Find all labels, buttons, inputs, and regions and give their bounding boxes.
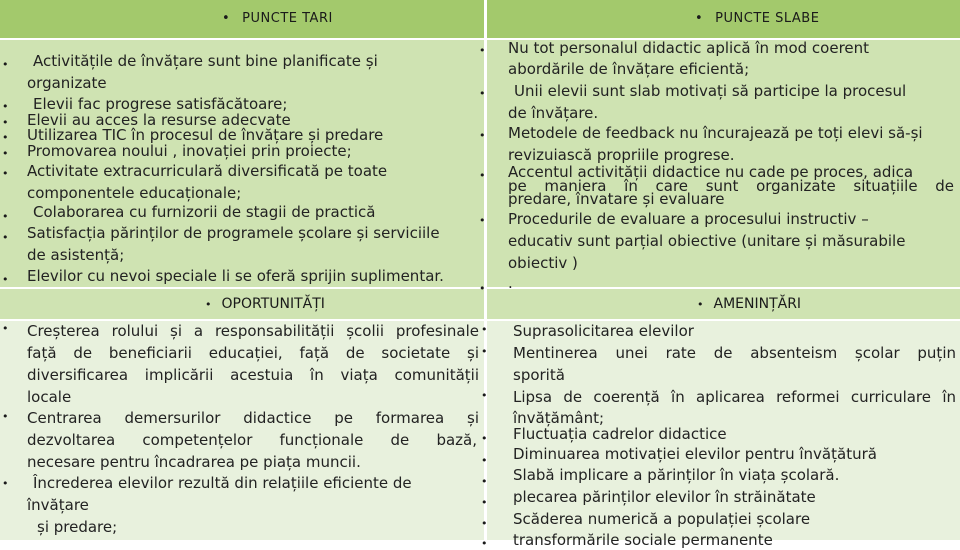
list-item: diversificarea implicării acestuia în viața comunității bbox=[27, 366, 479, 384]
list-item: Accentul activității didactice nu cade pe proces, adica bbox=[508, 163, 914, 181]
list-item: Scăderea numerică a populației școlare bbox=[513, 510, 811, 528]
list-bullet: • bbox=[481, 323, 488, 336]
list-bullet: • bbox=[479, 282, 486, 295]
list-bullet: • bbox=[2, 116, 9, 129]
list-item: Elevilor cu nevoi speciale li se oferă sprijin suplimentar. bbox=[27, 267, 444, 285]
list-bullet: • bbox=[2, 147, 9, 160]
list-item: locale bbox=[27, 388, 72, 406]
list-item: necesare pentru încadrarea pe piața muncii. bbox=[27, 453, 361, 471]
list-bullet: • bbox=[2, 58, 9, 71]
list-item: transformările sociale permanente bbox=[513, 531, 773, 549]
list-item: Colaborarea cu furnizorii de stagii de practică bbox=[33, 203, 376, 221]
threats-heading: • AMENINȚĂRI bbox=[697, 296, 802, 312]
list-item: Mentinerea unei rate de absenteism școlar puțin bbox=[513, 344, 956, 362]
list-item: Activitățile de învățare sunt bine planificate și bbox=[33, 52, 378, 70]
list-bullet: • bbox=[2, 322, 9, 335]
list-item: Centrarea demersurilor didactice pe formarea și bbox=[27, 409, 479, 427]
list-bullet: • bbox=[2, 231, 9, 244]
list-item: Suprasolicitarea elevilor bbox=[513, 322, 694, 340]
opportunities-heading: • OPORTUNITĂȚI bbox=[205, 296, 325, 312]
list-bullet: • bbox=[479, 87, 486, 100]
list-item: plecarea părinților elevilor în străinătate bbox=[513, 488, 816, 506]
list-bullet: • bbox=[481, 517, 488, 530]
list-bullet: • bbox=[481, 345, 488, 358]
list-item: învățământ; bbox=[513, 409, 605, 427]
list-item: față de beneficiarii educației, față de societate și bbox=[27, 344, 479, 362]
list-bullet: • bbox=[2, 131, 9, 144]
list-item: Elevii au acces la resurse adecvate bbox=[27, 111, 291, 129]
list-item: Diminuarea motivației elevilor pentru învățătură bbox=[513, 445, 877, 463]
list-bullet: • bbox=[2, 167, 9, 180]
list-item: Utilizarea TIC în procesul de învățare și predare bbox=[27, 126, 384, 144]
list-bullet: • bbox=[2, 273, 9, 286]
list-item: predare, învatare și evaluare bbox=[508, 190, 725, 208]
list-item: obiectiv ) bbox=[508, 254, 578, 272]
list-item: pe maniera în care sunt organizate situațiile de bbox=[508, 177, 954, 195]
list-item: de învățare. bbox=[508, 104, 599, 122]
list-item: Elevii fac progrese satisfăcătoare; bbox=[33, 95, 288, 113]
list-item: Slabă implicare a părinților în viața școlară. bbox=[513, 466, 840, 484]
list-bullet: • bbox=[481, 432, 488, 445]
list-bullet: • bbox=[481, 496, 488, 509]
list-item: Lipsa de coerență în aplicarea reformei curriculare în bbox=[513, 388, 956, 406]
weaknesses-heading: • PUNCTE SLABE bbox=[695, 11, 820, 26]
list-item: și predare; bbox=[37, 518, 118, 536]
list-item: Metodele de feedback nu încurajează pe toți elevi să-și bbox=[508, 124, 923, 142]
list-bullet: • bbox=[479, 169, 486, 182]
list-bullet: • bbox=[479, 214, 486, 227]
list-item: Activitate extracurriculară diversificată pe toate bbox=[27, 162, 388, 180]
list-item: Procedurile de evaluare a procesului instructiv – bbox=[508, 210, 869, 228]
list-item: învățare bbox=[27, 496, 89, 514]
list-item: Fluctuația cadrelor didactice bbox=[513, 425, 727, 443]
list-item: componentele educaționale; bbox=[27, 184, 242, 202]
strengths-heading: • PUNCTE TARI bbox=[222, 11, 333, 26]
list-item: dezvoltarea competențelor funcționale de bază, bbox=[27, 431, 477, 449]
list-item: educativ sunt parțial obiective (unitare și măsurabile bbox=[508, 232, 906, 250]
list-item: Satisfacția părinților de programele școlare și serviciile bbox=[27, 224, 440, 242]
list-bullet: • bbox=[2, 410, 9, 423]
list-item: abordările de învățare eficientă; bbox=[508, 60, 750, 78]
list-bullet: • bbox=[481, 537, 488, 550]
list-bullet: • bbox=[479, 44, 486, 57]
list-bullet: • bbox=[479, 129, 486, 142]
list-bullet: • bbox=[481, 389, 488, 402]
list-item: organizate bbox=[27, 74, 107, 92]
list-item: Nu tot personalul didactic aplică în mod coerent bbox=[508, 39, 870, 57]
list-item: de asistență; bbox=[27, 246, 125, 264]
list-item: Creșterea rolului și a responsabilității școlii profesinale bbox=[27, 322, 479, 340]
list-item: . bbox=[508, 274, 513, 292]
list-bullet: • bbox=[2, 477, 9, 490]
list-item: sporită bbox=[513, 366, 565, 384]
list-item: revizuiască propriile progrese. bbox=[508, 146, 735, 164]
list-bullet: • bbox=[2, 210, 9, 223]
list-bullet: • bbox=[2, 100, 9, 113]
list-bullet: • bbox=[481, 454, 488, 467]
list-bullet: • bbox=[481, 475, 488, 488]
list-item: Promovarea noului , inovației prin proiecte; bbox=[27, 142, 352, 160]
list-item: Încrederea elevilor rezultă din relațiile eficiente de bbox=[33, 474, 412, 492]
list-item: Unii elevii sunt slab motivați să participe la procesul bbox=[514, 82, 907, 100]
